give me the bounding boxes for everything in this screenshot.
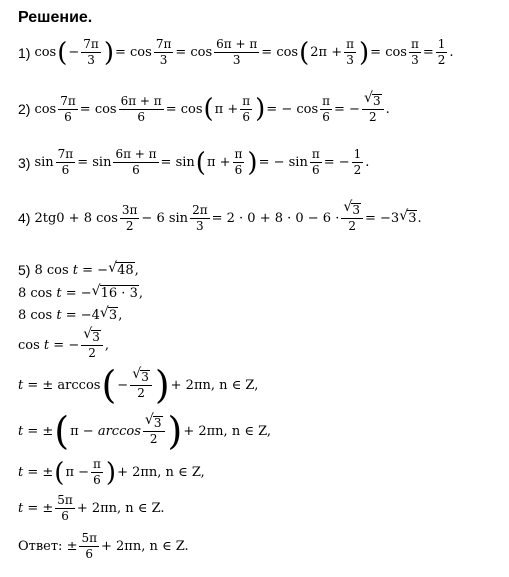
- expr: cos: [130, 45, 152, 60]
- expr: =: [261, 45, 273, 60]
- radicand: 3: [108, 308, 118, 323]
- expr: .: [365, 155, 370, 170]
- variable: t: [18, 465, 24, 480]
- fraction: [409, 38, 421, 67]
- expr: π −: [70, 423, 94, 439]
- step-10: [18, 409, 272, 453]
- fraction: [362, 94, 384, 124]
- denominator: 3: [346, 53, 354, 67]
- numerator: 2π: [192, 202, 208, 217]
- expr: cos: [190, 45, 213, 60]
- fraction: [436, 38, 448, 67]
- fraction: [58, 95, 78, 124]
- expr: cos: [34, 101, 57, 117]
- numerator: π: [322, 93, 331, 108]
- expr: = −: [82, 262, 109, 278]
- variable: t: [18, 501, 24, 516]
- expr: sin: [175, 155, 195, 170]
- expr: 8 cos: [18, 285, 53, 301]
- expr: ,: [134, 262, 139, 278]
- step-number: 3): [18, 154, 31, 171]
- radicand: 48: [117, 263, 134, 278]
- fraction: [79, 532, 99, 561]
- denominator: 2: [149, 432, 158, 446]
- sqrt: [364, 94, 382, 108]
- fraction: [352, 148, 364, 177]
- step-1: [18, 38, 454, 67]
- expr: 2π +: [310, 45, 343, 60]
- numerator: π: [234, 147, 243, 161]
- denominator: 6: [132, 163, 140, 177]
- expr: = −: [323, 155, 350, 170]
- sqrt: [83, 330, 101, 344]
- fraction: [81, 330, 103, 360]
- step-11: [18, 458, 205, 487]
- sqrt: [145, 416, 163, 430]
- numerator: 7π: [83, 37, 99, 51]
- expr: =: [77, 155, 89, 170]
- fraction: [55, 494, 75, 523]
- expr: − 6 sin: [141, 210, 189, 226]
- radicand: 3: [141, 370, 149, 384]
- denominator: 6: [93, 473, 101, 487]
- variable: t: [72, 262, 79, 278]
- expr: = −: [334, 101, 360, 117]
- numerator: 5π: [81, 531, 98, 545]
- expr: + 2πn, n ∈ Z.: [101, 539, 189, 554]
- answer-label: Ответ:: [18, 539, 63, 554]
- numerator: 5π: [57, 493, 73, 507]
- numerator: [130, 370, 152, 386]
- sqrt: [100, 307, 118, 323]
- denominator: 6: [85, 547, 94, 561]
- paren-right: ): [154, 363, 170, 407]
- expr: + 2πn, n ∈ Z,: [170, 377, 259, 393]
- paren-right: ): [247, 147, 258, 178]
- step-9: [18, 363, 259, 407]
- paren-right: ): [255, 94, 266, 124]
- numerator: 1: [353, 147, 362, 161]
- numerator: 7π: [155, 37, 172, 51]
- numerator: π: [311, 147, 320, 161]
- numerator: π: [93, 457, 101, 471]
- denominator: 2: [348, 219, 356, 233]
- expr: = ±: [27, 423, 54, 439]
- paren-left: (: [57, 37, 68, 68]
- step-2: [18, 94, 390, 124]
- solution-heading: Решение.: [18, 9, 93, 26]
- fraction: [56, 148, 76, 177]
- fraction: [154, 38, 174, 67]
- step-number: 2): [18, 101, 31, 117]
- expr: cos: [34, 45, 57, 60]
- expr: = ±: [27, 465, 54, 480]
- expr: cos: [385, 45, 407, 60]
- expr: + 2πn, n ∈ Z,: [117, 465, 205, 480]
- denominator: 3: [411, 53, 419, 67]
- sqrt: [132, 370, 150, 384]
- numerator: π: [410, 37, 419, 51]
- expr: = −: [65, 285, 92, 301]
- expr: ,: [138, 285, 143, 301]
- fraction: [120, 204, 140, 233]
- fraction: [240, 95, 252, 124]
- fraction: [344, 38, 356, 67]
- radicand: 3: [372, 94, 381, 108]
- expr: −: [117, 377, 129, 393]
- numerator: [143, 416, 165, 432]
- numerator: 1: [437, 37, 446, 51]
- fraction: [143, 416, 165, 446]
- denominator: 2: [88, 346, 96, 360]
- paren-left: (: [101, 363, 117, 407]
- expr: = ±: [27, 501, 54, 516]
- numerator: π: [242, 93, 251, 108]
- denominator: 3: [159, 53, 168, 67]
- fraction: [214, 38, 259, 67]
- expr: π +: [206, 155, 231, 170]
- expr: .: [417, 210, 422, 226]
- radicand: 3: [153, 416, 162, 430]
- expr: cos: [276, 45, 299, 60]
- fraction: [341, 203, 363, 233]
- numerator: 3π: [121, 202, 138, 217]
- expr: =: [175, 45, 187, 60]
- variable: t: [56, 285, 62, 301]
- numerator: 6π + π: [216, 37, 258, 51]
- expr: =: [160, 155, 172, 170]
- denominator: 6: [61, 163, 70, 177]
- radicand: 3: [92, 330, 100, 344]
- sqrt: [108, 262, 135, 278]
- sqrt: [92, 285, 139, 301]
- denominator: 2: [353, 163, 362, 177]
- fraction: [113, 148, 158, 177]
- step-6: [18, 285, 143, 301]
- denominator: 2: [125, 218, 134, 233]
- paren-right: ): [358, 37, 370, 68]
- step-number: 5): [18, 262, 31, 278]
- paren-left: (: [54, 457, 65, 488]
- step-number: 1): [18, 44, 31, 61]
- denominator: 3: [87, 53, 95, 67]
- radicand: 3: [408, 211, 417, 226]
- expr: .: [385, 101, 390, 117]
- expr: = −: [53, 337, 80, 353]
- variable: t: [18, 423, 24, 439]
- numerator: π: [346, 37, 354, 51]
- denominator: 6: [242, 109, 251, 124]
- sqrt: [343, 203, 361, 217]
- variable: t: [56, 307, 62, 323]
- denominator: 6: [322, 109, 330, 124]
- fraction: [119, 95, 164, 124]
- denominator: 2: [137, 386, 145, 400]
- expr: = ± arccos: [27, 377, 101, 393]
- fraction: [310, 148, 322, 177]
- fraction: [130, 370, 152, 400]
- paren-left: (: [54, 409, 70, 453]
- expr: = −4: [65, 307, 100, 323]
- step-7: [18, 307, 122, 323]
- denominator: 6: [311, 163, 320, 177]
- expr: ,: [104, 337, 109, 353]
- expr: = − sin: [258, 155, 308, 170]
- expr: + 2πn, n ∈ Z.: [76, 501, 165, 516]
- expr: −: [68, 45, 80, 60]
- step-12: [18, 494, 165, 523]
- fraction: [320, 95, 332, 124]
- expr: .: [449, 45, 454, 60]
- expr: =: [422, 45, 434, 60]
- expr: arccos: [97, 423, 141, 439]
- denominator: 2: [368, 110, 377, 124]
- numerator: [362, 94, 384, 110]
- denominator: 6: [234, 163, 243, 177]
- paren-left: (: [195, 147, 206, 178]
- numerator: [81, 330, 103, 346]
- paren-left: (: [299, 37, 310, 68]
- step-3: [18, 148, 369, 177]
- denominator: 2: [437, 53, 446, 67]
- denominator: 3: [232, 53, 241, 67]
- denominator: 6: [61, 509, 69, 523]
- expr: =: [370, 45, 382, 60]
- numerator: [341, 203, 363, 219]
- expr: 8 cos: [18, 307, 53, 323]
- paren-right: ): [105, 457, 117, 488]
- variable: t: [18, 377, 24, 393]
- paren-right: ): [167, 409, 183, 453]
- radicand: 16 · 3: [100, 286, 138, 301]
- step-5: [18, 262, 139, 278]
- numerator: 6π + π: [115, 147, 157, 161]
- denominator: 6: [64, 109, 72, 124]
- radicand: 3: [352, 203, 360, 217]
- expr: = 2 · 0 + 8 · 0 − 6 ·: [211, 210, 340, 226]
- expr: ±: [66, 539, 78, 554]
- expr: =: [165, 101, 177, 117]
- variable: t: [43, 337, 50, 353]
- fraction: [190, 204, 210, 233]
- expr: cos: [180, 101, 203, 117]
- expr: ,: [118, 307, 123, 323]
- fraction: [91, 458, 103, 487]
- step-number: 4): [18, 210, 31, 226]
- expr: π +: [214, 101, 239, 117]
- expr: cos: [18, 337, 40, 353]
- answer: [18, 532, 189, 561]
- expr: 2tg0 + 8 cos: [34, 210, 118, 226]
- step-4: [18, 203, 422, 233]
- paren-right: ): [103, 37, 114, 68]
- expr: sin: [34, 155, 54, 170]
- numerator: 6π + π: [120, 93, 162, 108]
- expr: π −: [65, 465, 90, 480]
- expr: 8 cos: [34, 262, 69, 278]
- expr: cos: [94, 101, 117, 117]
- step-8: [18, 330, 109, 360]
- denominator: 6: [137, 109, 145, 124]
- expr: = − cos: [266, 101, 319, 117]
- expr: = −3: [365, 210, 400, 226]
- sqrt: [399, 210, 417, 226]
- denominator: 3: [196, 218, 204, 233]
- numerator: 7π: [60, 93, 76, 108]
- fraction: [81, 38, 101, 67]
- expr: =: [114, 45, 126, 60]
- expr: + 2πn, n ∈ Z,: [183, 423, 272, 439]
- expr: sin: [92, 155, 112, 170]
- numerator: 7π: [57, 147, 74, 161]
- paren-left: (: [203, 94, 214, 124]
- fraction: [233, 148, 245, 177]
- expr: =: [79, 101, 91, 117]
